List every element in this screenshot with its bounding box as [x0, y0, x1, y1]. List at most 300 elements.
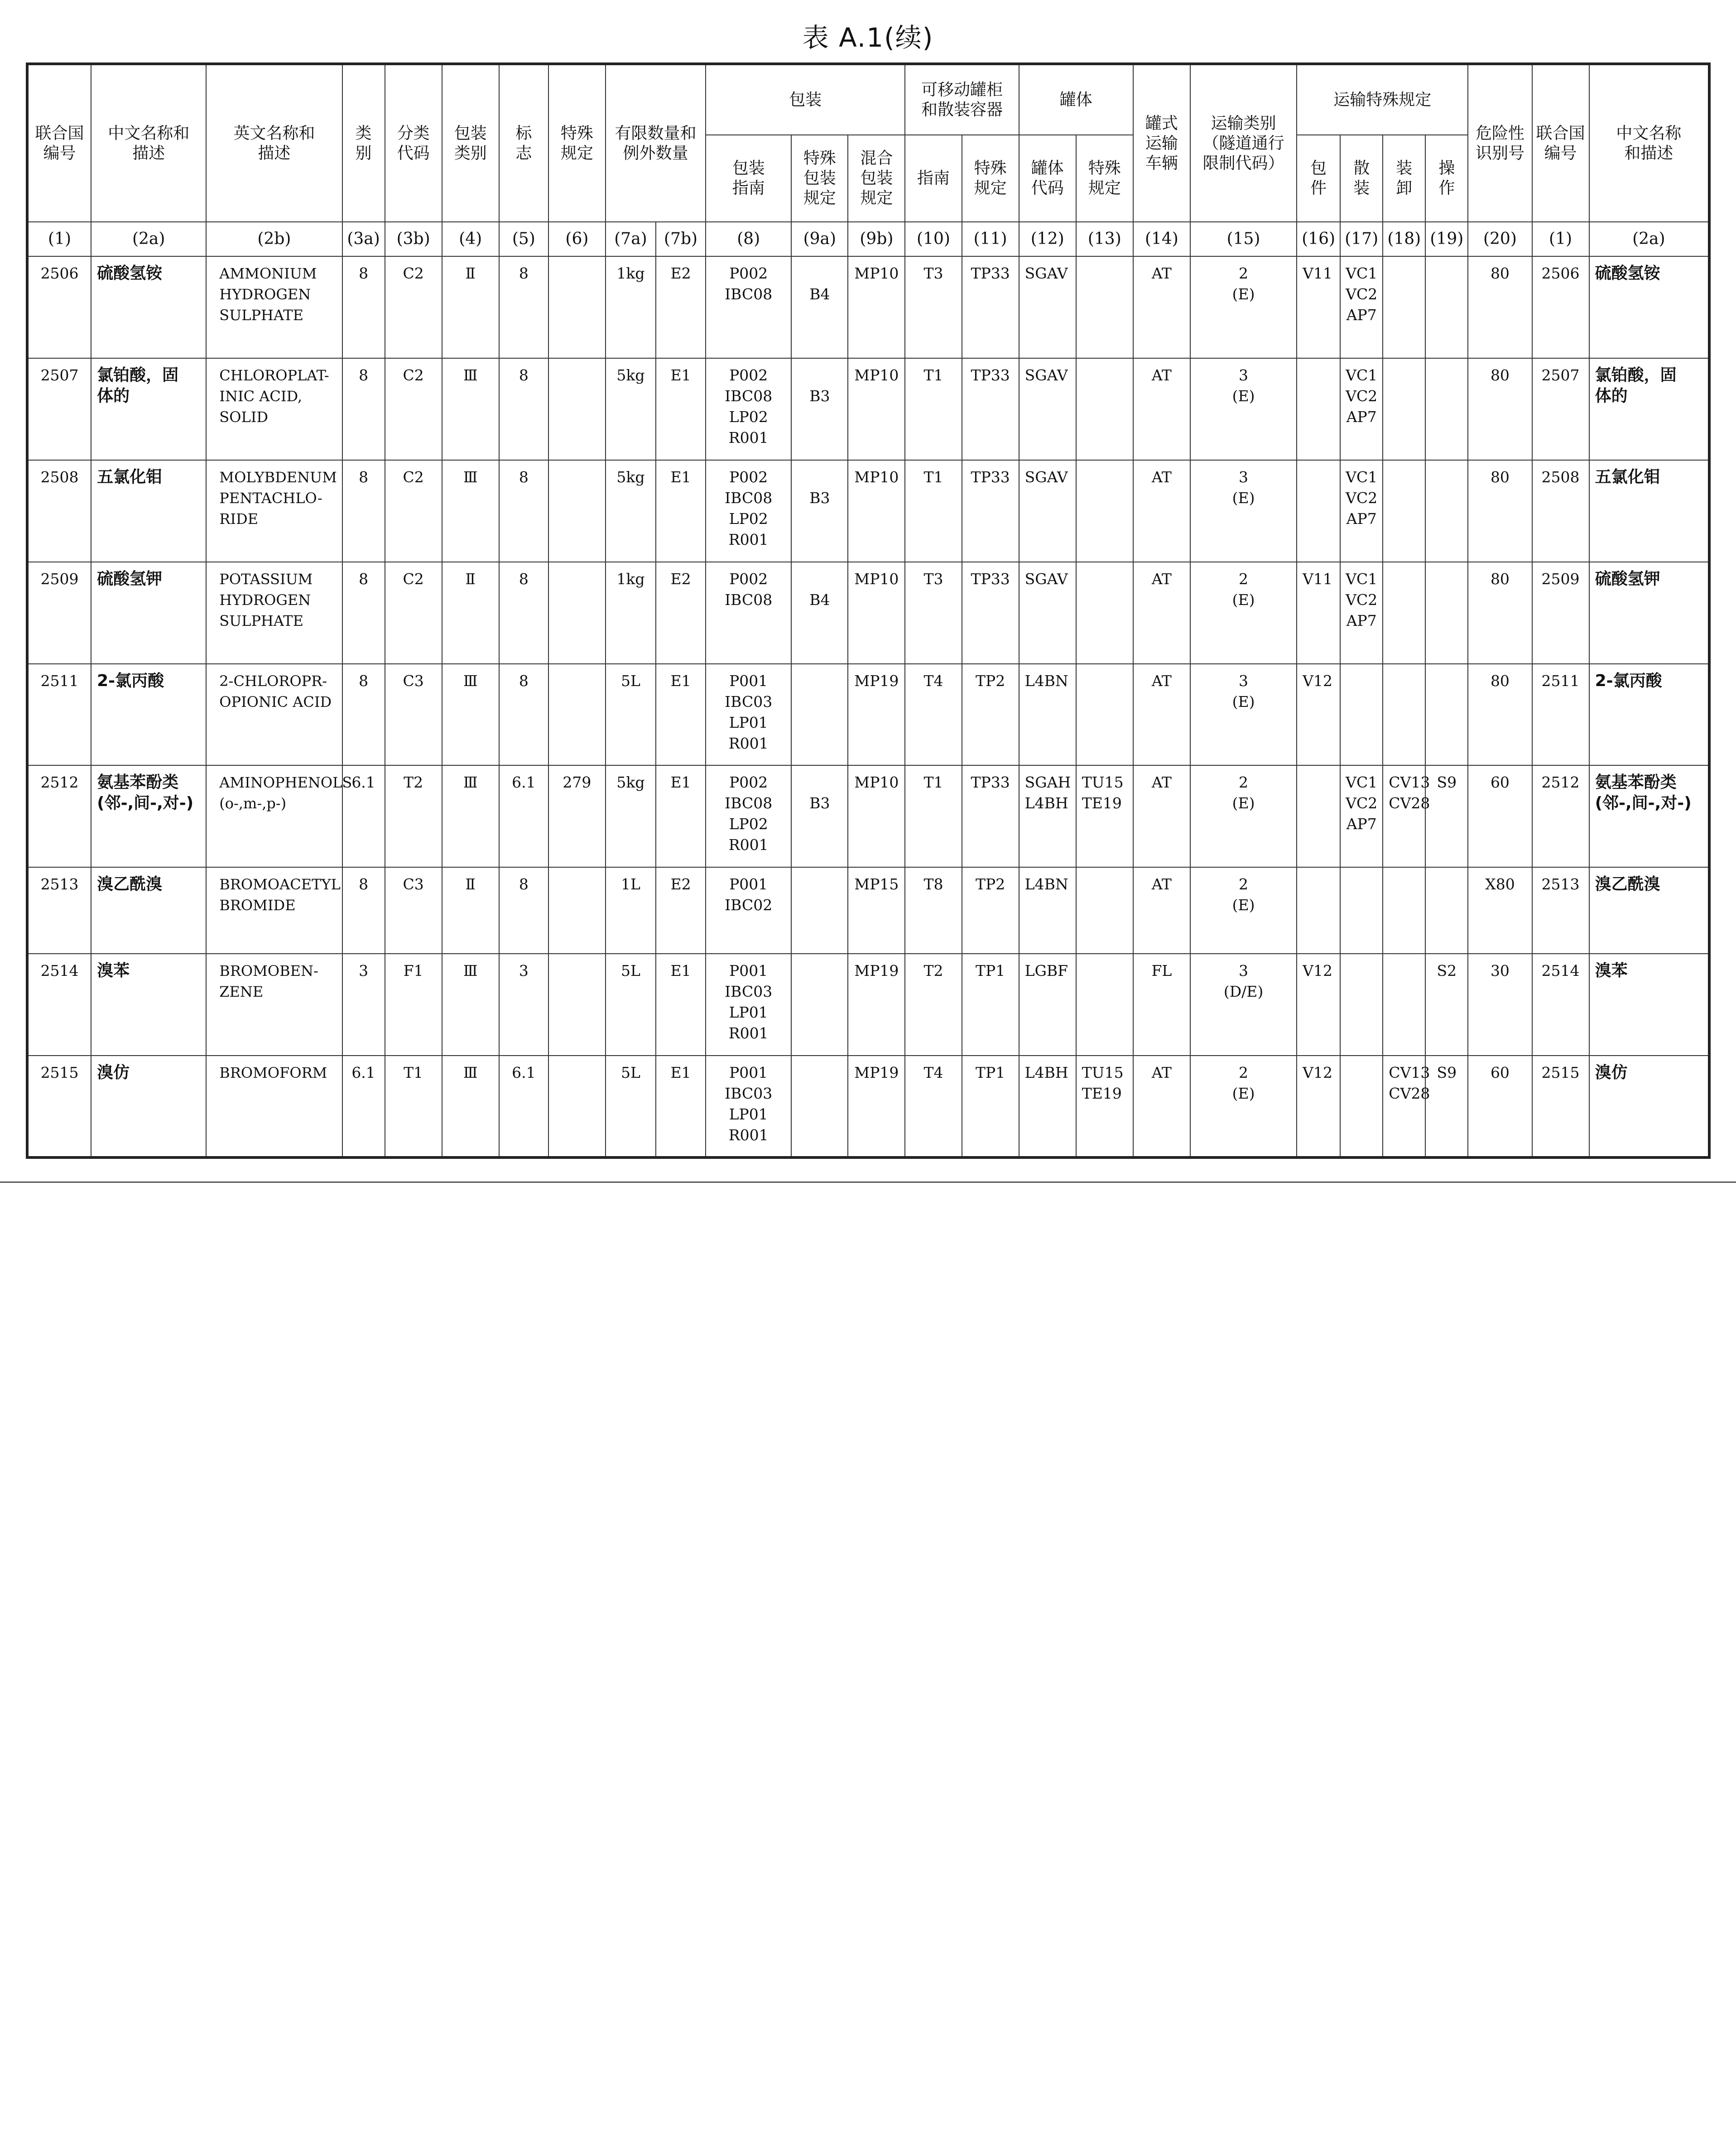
bulk-provision-cell: VC1 VC2 AP7 — [1340, 256, 1383, 358]
special-provision-cell — [548, 1056, 606, 1157]
chinese-name-cell: 溴乙酰溴 — [91, 867, 206, 954]
column-number: (16) — [1297, 222, 1340, 256]
portable-tank-special-cell: TP33 — [962, 460, 1019, 562]
special-packing-cell: B4 — [791, 562, 848, 664]
transport-category-cell: 3 (E) — [1190, 664, 1297, 766]
tank-code-cell: L4BH — [1019, 1056, 1076, 1157]
packing-group-cell: Ⅱ — [442, 562, 499, 664]
column-number: (2a) — [1589, 222, 1709, 256]
table-row — [27, 358, 1709, 460]
special-packing-cell: B4 — [791, 256, 848, 358]
class-cell: 8 — [342, 562, 385, 664]
table-row — [27, 1056, 1709, 1157]
english-name-cell: 2-CHLOROPR- OPIONIC ACID — [206, 664, 342, 766]
table-title: 表 A.1(续) — [802, 22, 934, 53]
chinese-name-right-cell: 2-氯丙酸 — [1589, 664, 1709, 766]
loading-provision-cell: CV13 CV28 — [1383, 765, 1425, 867]
un-number-cell: 2507 — [27, 358, 91, 460]
portable-tank-instruction-cell: T1 — [905, 358, 962, 460]
column-number: (1) — [1532, 222, 1589, 256]
table-row — [27, 954, 1709, 1056]
special-packing-cell — [791, 664, 848, 766]
transport-category-cell: 3 (E) — [1190, 358, 1297, 460]
special-provision-cell — [548, 256, 606, 358]
un-number-right-cell: 2507 — [1532, 358, 1589, 460]
column-number: (7a) — [606, 222, 656, 256]
tank-code-cell: SGAV — [1019, 358, 1076, 460]
label-cell: 6.1 — [499, 765, 548, 867]
excepted-quantity-cell: E1 — [656, 664, 706, 766]
hazard-id-cell: 80 — [1468, 562, 1532, 664]
portable-tank-instruction-cell: T3 — [905, 256, 962, 358]
table-body — [27, 256, 1709, 1157]
bulk-provision-cell — [1340, 1056, 1383, 1157]
label-cell: 8 — [499, 562, 548, 664]
col-header-tank-special: 特殊 规定 — [1076, 135, 1133, 222]
mixed-packing-cell: MP10 — [848, 765, 905, 867]
col-header-hazard-id: 危险性 识别号 — [1468, 64, 1532, 222]
special-packing-cell: B3 — [791, 765, 848, 867]
operation-provision-cell — [1425, 256, 1468, 358]
loading-provision-cell: CV13 CV28 — [1383, 1056, 1425, 1157]
bulk-provision-cell: VC1 VC2 AP7 — [1340, 460, 1383, 562]
column-number: (15) — [1190, 222, 1297, 256]
loading-provision-cell — [1383, 358, 1425, 460]
tank-vehicle-cell: FL — [1133, 954, 1190, 1056]
un-number-cell: 2506 — [27, 256, 91, 358]
transport-category-cell: 2 (E) — [1190, 562, 1297, 664]
english-name-cell: POTASSIUM HYDROGEN SULPHATE — [206, 562, 342, 664]
special-provision-cell — [548, 460, 606, 562]
tank-code-cell: L4BN — [1019, 664, 1076, 766]
special-packing-cell: B3 — [791, 358, 848, 460]
tank-vehicle-cell: AT — [1133, 358, 1190, 460]
label-cell: 6.1 — [499, 1056, 548, 1157]
english-name-cell: CHLOROPLAT- INIC ACID, SOLID — [206, 358, 342, 460]
chinese-name-cell: 2-氯丙酸 — [91, 664, 206, 766]
limited-quantity-cell: 5L — [606, 1056, 656, 1157]
english-name-cell: AMINOPHENOLS (o-,m-,p-) — [206, 765, 342, 867]
tank-code-cell: SGAH L4BH — [1019, 765, 1076, 867]
label-cell: 8 — [499, 358, 548, 460]
column-number: (3b) — [385, 222, 442, 256]
col-header-loading: 装 卸 — [1383, 135, 1425, 222]
page-divider — [0, 1181, 1736, 1183]
portable-tank-special-cell: TP33 — [962, 765, 1019, 867]
mixed-packing-cell: MP19 — [848, 954, 905, 1056]
chinese-name-cell: 硫酸氢钾 — [91, 562, 206, 664]
un-number-right-cell: 2509 — [1532, 562, 1589, 664]
col-header-bulk: 散 装 — [1340, 135, 1383, 222]
column-number: (2a) — [91, 222, 206, 256]
class-cell: 6.1 — [342, 765, 385, 867]
packing-group-cell: Ⅲ — [442, 765, 499, 867]
portable-tank-instruction-cell: T4 — [905, 1056, 962, 1157]
special-packing-cell — [791, 867, 848, 954]
tank-vehicle-cell: AT — [1133, 460, 1190, 562]
packing-instruction-cell: P001 IBC03 LP01 R001 — [706, 954, 791, 1056]
tank-code-cell: LGBF — [1019, 954, 1076, 1056]
tank-special-cell — [1076, 358, 1133, 460]
col-header-operation: 操 作 — [1425, 135, 1468, 222]
hazard-id-cell: X80 — [1468, 867, 1532, 954]
bulk-provision-cell: VC1 VC2 AP7 — [1340, 358, 1383, 460]
bulk-provision-cell: VC1 VC2 AP7 — [1340, 765, 1383, 867]
classification-code-cell: T2 — [385, 765, 442, 867]
un-number-cell: 2514 — [27, 954, 91, 1056]
hazard-id-cell: 60 — [1468, 765, 1532, 867]
class-cell: 6.1 — [342, 1056, 385, 1157]
tank-vehicle-cell: AT — [1133, 256, 1190, 358]
chinese-name-right-cell: 溴仿 — [1589, 1056, 1709, 1157]
column-number: (3a) — [342, 222, 385, 256]
column-number: (11) — [962, 222, 1019, 256]
portable-tank-instruction-cell: T8 — [905, 867, 962, 954]
transport-category-cell: 3 (D/E) — [1190, 954, 1297, 1056]
column-number: (2b) — [206, 222, 342, 256]
packing-instruction-cell: P001 IBC02 — [706, 867, 791, 954]
col-header-packing-instructions: 包装 指南 — [706, 135, 791, 222]
tank-special-cell — [1076, 256, 1133, 358]
col-header-un-no-right: 联合国 编号 — [1532, 64, 1589, 222]
tank-special-cell: TU15 TE19 — [1076, 765, 1133, 867]
table-row — [27, 460, 1709, 562]
classification-code-cell: C3 — [385, 664, 442, 766]
column-number: (4) — [442, 222, 499, 256]
limited-quantity-cell: 5kg — [606, 460, 656, 562]
packages-provision-cell: V12 — [1297, 1056, 1340, 1157]
bulk-provision-cell — [1340, 867, 1383, 954]
class-cell: 8 — [342, 256, 385, 358]
operation-provision-cell: S9 — [1425, 1056, 1468, 1157]
class-cell: 8 — [342, 460, 385, 562]
loading-provision-cell — [1383, 460, 1425, 562]
col-header-en-name: 英文名称和 描述 — [206, 64, 342, 222]
loading-provision-cell — [1383, 664, 1425, 766]
limited-quantity-cell: 5kg — [606, 765, 656, 867]
class-cell: 8 — [342, 867, 385, 954]
special-provision-cell — [548, 562, 606, 664]
special-provision-cell — [548, 867, 606, 954]
packing-instruction-cell: P001 IBC03 LP01 R001 — [706, 1056, 791, 1157]
packages-provision-cell: V12 — [1297, 664, 1340, 766]
english-name-cell: BROMOACETYL BROMIDE — [206, 867, 342, 954]
excepted-quantity-cell: E1 — [656, 460, 706, 562]
un-number-right-cell: 2513 — [1532, 867, 1589, 954]
class-cell: 3 — [342, 954, 385, 1056]
mixed-packing-cell: MP19 — [848, 1056, 905, 1157]
excepted-quantity-cell: E1 — [656, 954, 706, 1056]
label-cell: 8 — [499, 460, 548, 562]
column-number-row — [27, 222, 1709, 256]
un-number-right-cell: 2512 — [1532, 765, 1589, 867]
special-provision-cell — [548, 358, 606, 460]
chinese-name-right-cell: 溴苯 — [1589, 954, 1709, 1056]
loading-provision-cell — [1383, 562, 1425, 664]
excepted-quantity-cell: E2 — [656, 562, 706, 664]
label-cell: 3 — [499, 954, 548, 1056]
loading-provision-cell — [1383, 867, 1425, 954]
portable-tank-special-cell: TP2 — [962, 664, 1019, 766]
col-header-special-packing: 特殊 包装 规定 — [791, 135, 848, 222]
label-cell: 8 — [499, 256, 548, 358]
classification-code-cell: C2 — [385, 562, 442, 664]
packages-provision-cell — [1297, 460, 1340, 562]
packages-provision-cell: V11 — [1297, 562, 1340, 664]
class-cell: 8 — [342, 358, 385, 460]
transport-category-cell: 2 (E) — [1190, 1056, 1297, 1157]
chinese-name-right-cell: 溴乙酰溴 — [1589, 867, 1709, 954]
packages-provision-cell — [1297, 358, 1340, 460]
un-number-cell: 2508 — [27, 460, 91, 562]
col-header-mixed-packing: 混合 包装 规定 — [848, 135, 905, 222]
col-header-labels: 标 志 — [499, 64, 548, 222]
packing-group-cell: Ⅱ — [442, 867, 499, 954]
limited-quantity-cell: 1L — [606, 867, 656, 954]
limited-quantity-cell: 5L — [606, 954, 656, 1056]
column-number: (6) — [548, 222, 606, 256]
transport-category-cell: 3 (E) — [1190, 460, 1297, 562]
packages-provision-cell: V12 — [1297, 954, 1340, 1056]
packing-group-cell: Ⅲ — [442, 664, 499, 766]
operation-provision-cell: S9 — [1425, 765, 1468, 867]
tank-special-cell — [1076, 664, 1133, 766]
col-header-portable-tanks: 可移动罐柜 和散装容器 — [905, 64, 1019, 135]
column-number: (19) — [1425, 222, 1468, 256]
column-number: (10) — [905, 222, 962, 256]
limited-quantity-cell: 1kg — [606, 256, 656, 358]
col-header-packing-group: 包装 类别 — [442, 64, 499, 222]
un-number-right-cell: 2514 — [1532, 954, 1589, 1056]
chinese-name-cell: 氯铂酸，固 体的 — [91, 358, 206, 460]
excepted-quantity-cell: E2 — [656, 256, 706, 358]
hazard-id-cell: 60 — [1468, 1056, 1532, 1157]
col-header-cn-name-right: 中文名称 和描述 — [1589, 64, 1709, 222]
operation-provision-cell — [1425, 664, 1468, 766]
excepted-quantity-cell: E1 — [656, 1056, 706, 1157]
label-cell: 8 — [499, 867, 548, 954]
bulk-provision-cell: VC1 VC2 AP7 — [1340, 562, 1383, 664]
col-header-vehicle: 罐式 运输 车辆 — [1133, 64, 1190, 222]
portable-tank-instruction-cell: T1 — [905, 460, 962, 562]
loading-provision-cell — [1383, 954, 1425, 1056]
special-provision-cell — [548, 954, 606, 1056]
operation-provision-cell — [1425, 867, 1468, 954]
chinese-name-cell: 氨基苯酚类 (邻-,间-,对-) — [91, 765, 206, 867]
special-packing-cell — [791, 954, 848, 1056]
packing-instruction-cell: P002 IBC08 LP02 R001 — [706, 358, 791, 460]
operation-provision-cell — [1425, 460, 1468, 562]
packing-group-cell: Ⅲ — [442, 1056, 499, 1157]
chinese-name-cell: 溴仿 — [91, 1056, 206, 1157]
tank-vehicle-cell: AT — [1133, 664, 1190, 766]
un-number-right-cell: 2515 — [1532, 1056, 1589, 1157]
column-number: (9b) — [848, 222, 905, 256]
packing-instruction-cell: P002 IBC08 — [706, 562, 791, 664]
portable-tank-instruction-cell: T1 — [905, 765, 962, 867]
chinese-name-cell: 溴苯 — [91, 954, 206, 1056]
table-row — [27, 256, 1709, 358]
tank-code-cell: SGAV — [1019, 562, 1076, 664]
un-number-right-cell: 2511 — [1532, 664, 1589, 766]
packing-instruction-cell: P001 IBC03 LP01 R001 — [706, 664, 791, 766]
portable-tank-special-cell: TP33 — [962, 256, 1019, 358]
packing-group-cell: Ⅲ — [442, 954, 499, 1056]
special-provision-cell — [548, 664, 606, 766]
column-number: (14) — [1133, 222, 1190, 256]
col-header-portable-special: 特殊 规定 — [962, 135, 1019, 222]
table-row — [27, 664, 1709, 766]
table-row — [27, 867, 1709, 954]
packages-provision-cell — [1297, 765, 1340, 867]
col-header-packages: 包 件 — [1297, 135, 1340, 222]
col-header-transport-category: 运输类别 （隧道通行 限制代码） — [1190, 64, 1297, 222]
hazard-id-cell: 80 — [1468, 664, 1532, 766]
header-row-1 — [27, 64, 1709, 135]
un-number-right-cell: 2508 — [1532, 460, 1589, 562]
portable-tank-special-cell: TP33 — [962, 358, 1019, 460]
class-cell: 8 — [342, 664, 385, 766]
english-name-cell: BROMOBEN- ZENE — [206, 954, 342, 1056]
classification-code-cell: C3 — [385, 867, 442, 954]
table-row — [27, 562, 1709, 664]
tank-vehicle-cell: AT — [1133, 867, 1190, 954]
un-number-cell: 2509 — [27, 562, 91, 664]
hazard-id-cell: 30 — [1468, 954, 1532, 1056]
un-number-right-cell: 2506 — [1532, 256, 1589, 358]
chinese-name-right-cell: 氨基苯酚类 (邻-,间-,对-) — [1589, 765, 1709, 867]
mixed-packing-cell: MP15 — [848, 867, 905, 954]
transport-category-cell: 2 (E) — [1190, 867, 1297, 954]
label-cell: 8 — [499, 664, 548, 766]
packing-group-cell: Ⅲ — [442, 358, 499, 460]
portable-tank-special-cell: TP2 — [962, 867, 1019, 954]
col-header-class: 类 别 — [342, 64, 385, 222]
classification-code-cell: C2 — [385, 358, 442, 460]
col-header-limited-quantities: 有限数量和 例外数量 — [606, 64, 706, 222]
english-name-cell: BROMOFORM — [206, 1056, 342, 1157]
chinese-name-cell: 硫酸氢铵 — [91, 256, 206, 358]
hazard-id-cell: 80 — [1468, 358, 1532, 460]
column-number: (7b) — [656, 222, 706, 256]
col-header-cn-name: 中文名称和 描述 — [91, 64, 206, 222]
tank-vehicle-cell: AT — [1133, 765, 1190, 867]
operation-provision-cell — [1425, 562, 1468, 664]
column-number: (13) — [1076, 222, 1133, 256]
packing-instruction-cell: P002 IBC08 LP02 R001 — [706, 765, 791, 867]
english-name-cell: MOLYBDENUM PENTACHLO- RIDE — [206, 460, 342, 562]
special-packing-cell — [791, 1056, 848, 1157]
operation-provision-cell — [1425, 358, 1468, 460]
limited-quantity-cell: 5L — [606, 664, 656, 766]
col-header-portable-instructions: 指南 — [905, 135, 962, 222]
col-header-un-no: 联合国 编号 — [27, 64, 91, 222]
col-header-tank-code: 罐体 代码 — [1019, 135, 1076, 222]
classification-code-cell: F1 — [385, 954, 442, 1056]
transport-category-cell: 2 (E) — [1190, 765, 1297, 867]
tank-code-cell: SGAV — [1019, 460, 1076, 562]
transport-category-cell: 2 (E) — [1190, 256, 1297, 358]
un-number-cell: 2511 — [27, 664, 91, 766]
excepted-quantity-cell: E2 — [656, 867, 706, 954]
col-header-tank-group: 罐体 — [1019, 64, 1133, 135]
dangerous-goods-table — [26, 62, 1711, 1159]
portable-tank-instruction-cell: T4 — [905, 664, 962, 766]
chinese-name-right-cell: 氯铂酸，固 体的 — [1589, 358, 1709, 460]
column-number: (1) — [27, 222, 91, 256]
un-number-cell: 2513 — [27, 867, 91, 954]
un-number-cell: 2512 — [27, 765, 91, 867]
classification-code-cell: C2 — [385, 256, 442, 358]
mixed-packing-cell: MP10 — [848, 256, 905, 358]
col-header-packaging-group: 包装 — [706, 64, 905, 135]
operation-provision-cell: S2 — [1425, 954, 1468, 1056]
col-header-carriage-provisions: 运输特殊规定 — [1297, 64, 1468, 135]
mixed-packing-cell: MP10 — [848, 562, 905, 664]
portable-tank-instruction-cell: T2 — [905, 954, 962, 1056]
tank-special-cell: TU15 TE19 — [1076, 1056, 1133, 1157]
tank-vehicle-cell: AT — [1133, 1056, 1190, 1157]
hazard-id-cell: 80 — [1468, 256, 1532, 358]
packing-group-cell: Ⅲ — [442, 460, 499, 562]
portable-tank-special-cell: TP1 — [962, 954, 1019, 1056]
packing-instruction-cell: P002 IBC08 LP02 R001 — [706, 460, 791, 562]
tank-special-cell — [1076, 460, 1133, 562]
packages-provision-cell — [1297, 867, 1340, 954]
chinese-name-right-cell: 硫酸氢铵 — [1589, 256, 1709, 358]
tank-vehicle-cell: AT — [1133, 562, 1190, 664]
tank-special-cell — [1076, 954, 1133, 1056]
packages-provision-cell: V11 — [1297, 256, 1340, 358]
bulk-provision-cell — [1340, 954, 1383, 1056]
chinese-name-cell: 五氯化钼 — [91, 460, 206, 562]
limited-quantity-cell: 5kg — [606, 358, 656, 460]
column-number: (18) — [1383, 222, 1425, 256]
loading-provision-cell — [1383, 256, 1425, 358]
classification-code-cell: T1 — [385, 1056, 442, 1157]
mixed-packing-cell: MP19 — [848, 664, 905, 766]
table-row — [27, 765, 1709, 867]
un-number-cell: 2515 — [27, 1056, 91, 1157]
tank-special-cell — [1076, 867, 1133, 954]
limited-quantity-cell: 1kg — [606, 562, 656, 664]
column-number: (20) — [1468, 222, 1532, 256]
mixed-packing-cell: MP10 — [848, 358, 905, 460]
chinese-name-right-cell: 硫酸氢钾 — [1589, 562, 1709, 664]
tank-code-cell: SGAV — [1019, 256, 1076, 358]
special-packing-cell: B3 — [791, 460, 848, 562]
special-provision-cell: 279 — [548, 765, 606, 867]
col-header-class-code: 分类 代码 — [385, 64, 442, 222]
portable-tank-special-cell: TP33 — [962, 562, 1019, 664]
column-number: (12) — [1019, 222, 1076, 256]
bulk-provision-cell — [1340, 664, 1383, 766]
excepted-quantity-cell: E1 — [656, 358, 706, 460]
tank-special-cell — [1076, 562, 1133, 664]
portable-tank-special-cell: TP1 — [962, 1056, 1019, 1157]
excepted-quantity-cell: E1 — [656, 765, 706, 867]
column-number: (17) — [1340, 222, 1383, 256]
hazard-id-cell: 80 — [1468, 460, 1532, 562]
tank-code-cell: L4BN — [1019, 867, 1076, 954]
classification-code-cell: C2 — [385, 460, 442, 562]
col-header-special-provisions: 特殊 规定 — [548, 64, 606, 222]
column-number: (9a) — [791, 222, 848, 256]
mixed-packing-cell: MP10 — [848, 460, 905, 562]
english-name-cell: AMMONIUM HYDROGEN SULPHATE — [206, 256, 342, 358]
packing-instruction-cell: P002 IBC08 — [706, 256, 791, 358]
chinese-name-right-cell: 五氯化钼 — [1589, 460, 1709, 562]
